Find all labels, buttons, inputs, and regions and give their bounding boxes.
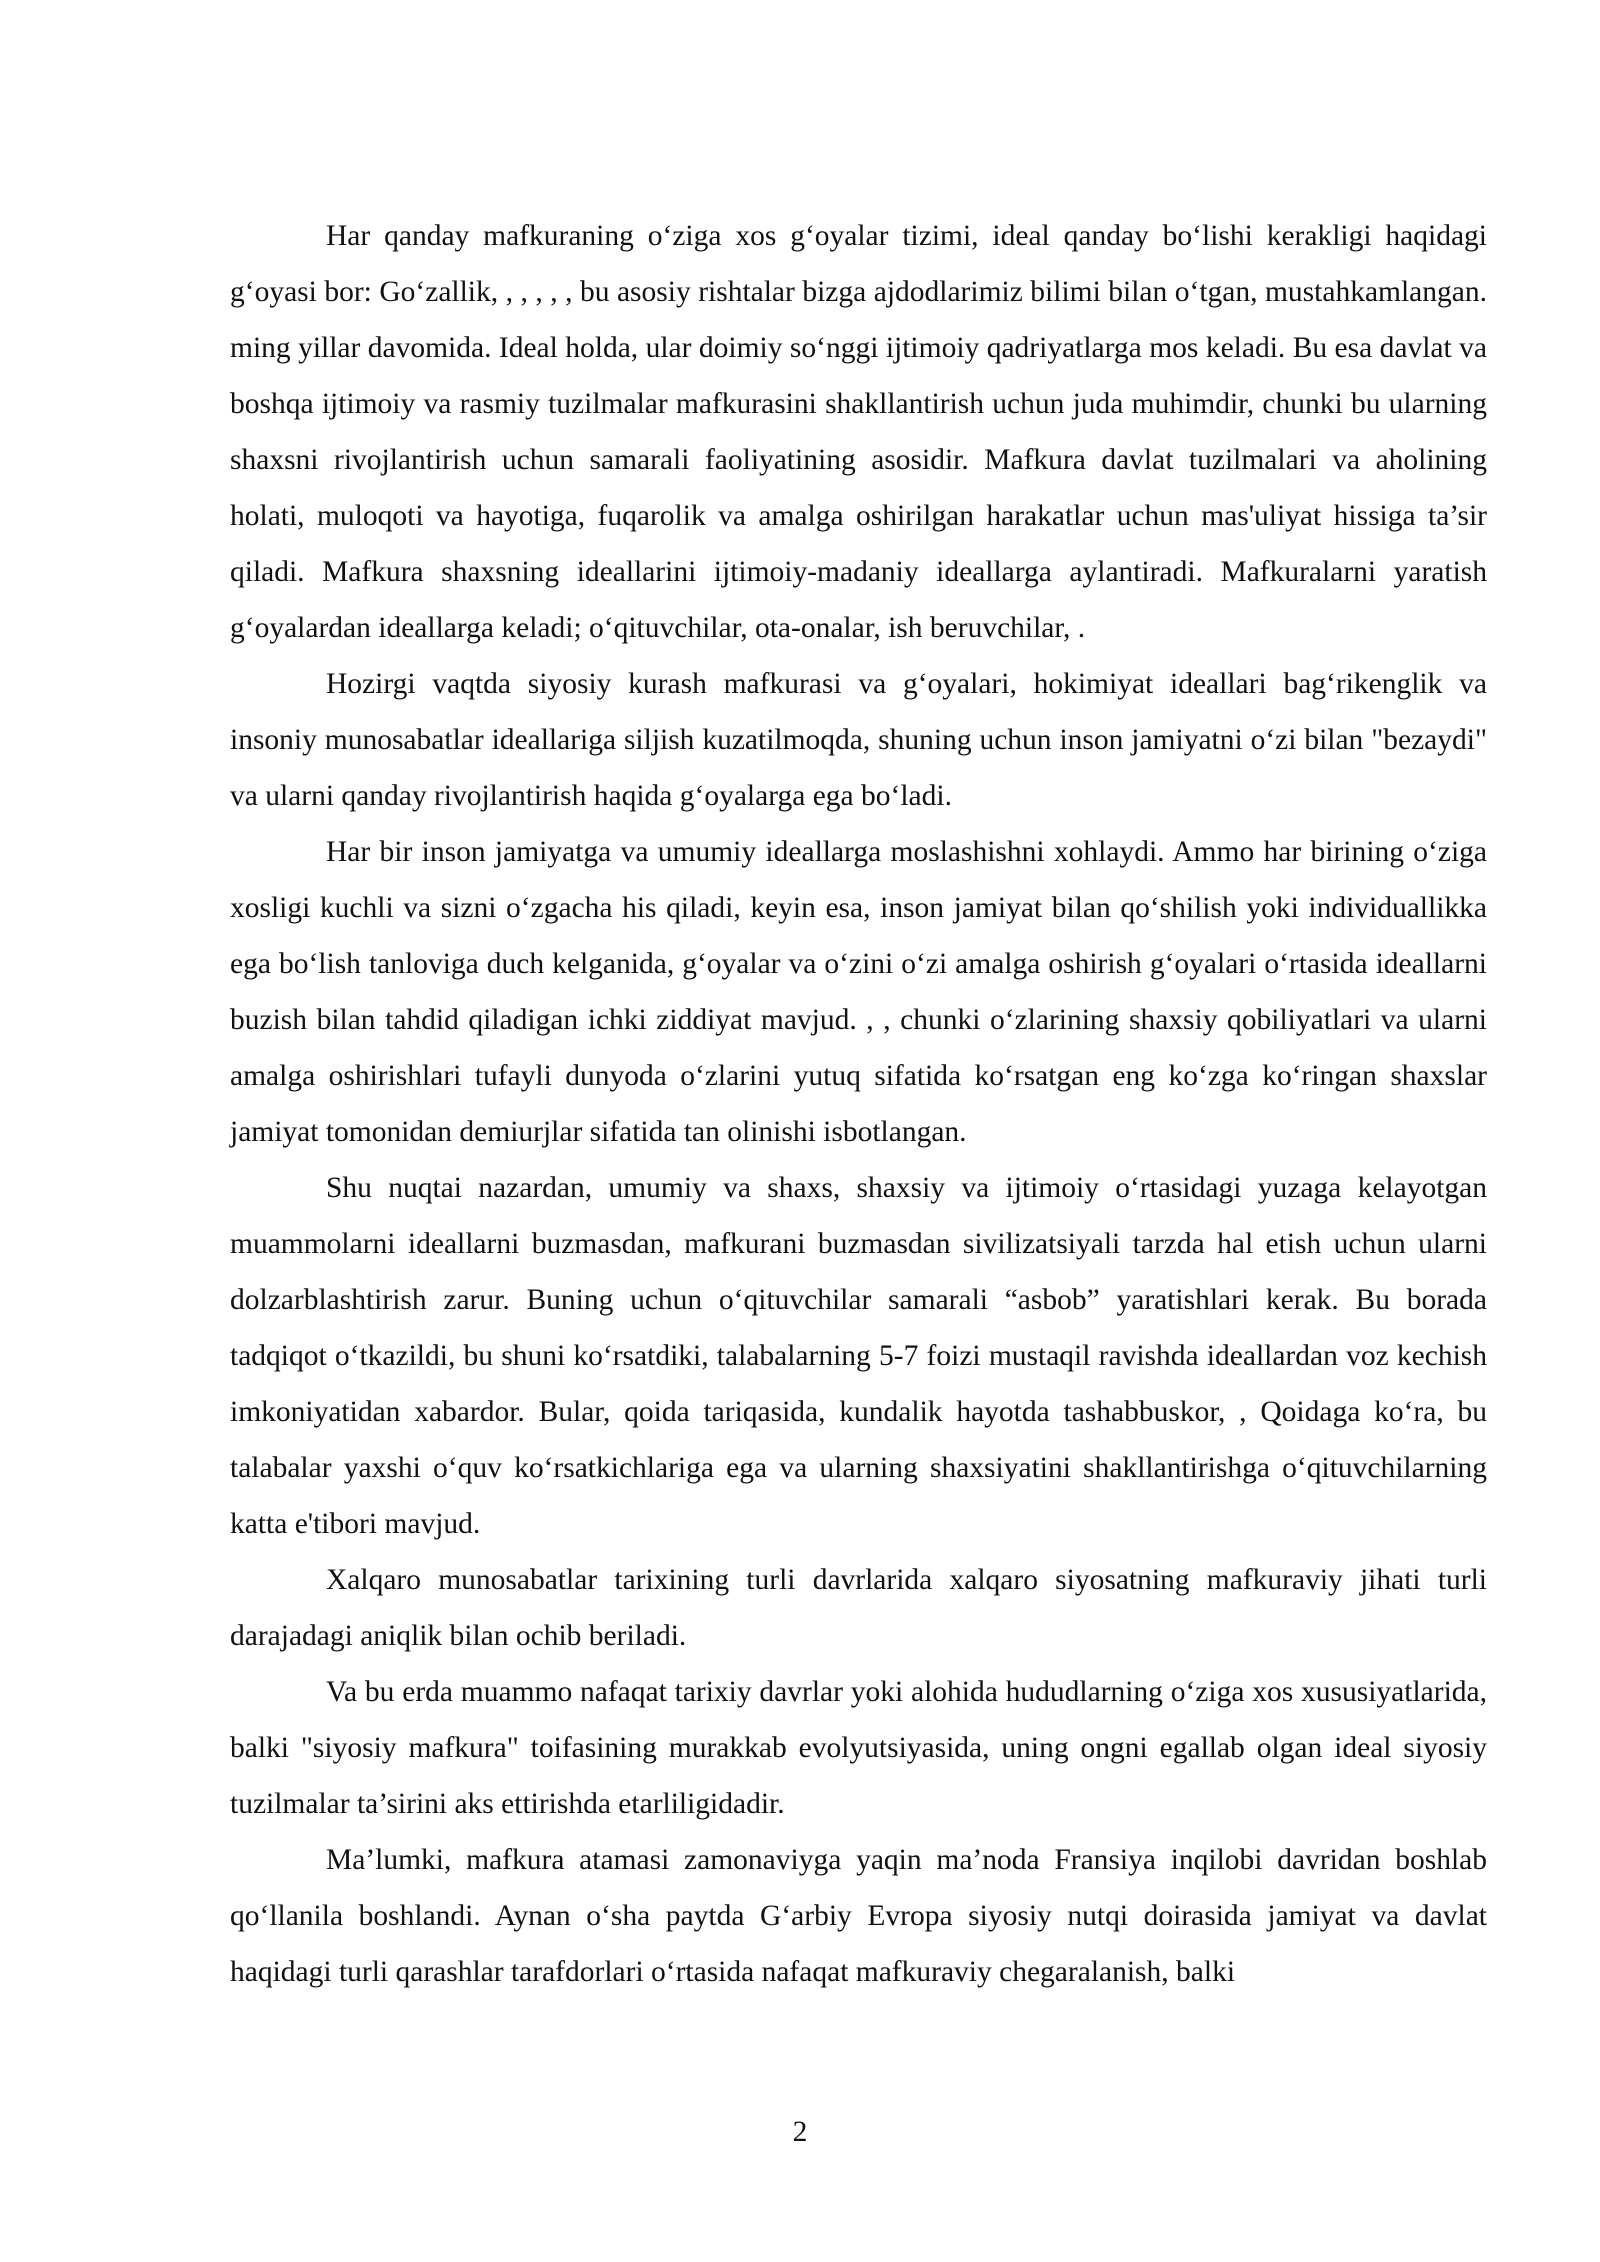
paragraph: Xalqaro munosabatlar tarixining turli davrlarida xalqaro siyosatning mafkuraviy jihati turli darajadagi aniqlik bilan ochib beriladi. (230, 1564, 1487, 1652)
page-number: 2 (792, 2116, 808, 2148)
paragraph: Har qanday mafkuraning o‘ziga xos g‘oyalar tizimi, ideal qanday bo‘lishi kerakligi haqidagi g‘oyasi bor: Go‘zallik, , , , , , bu asosiy rishtalar bizga ajdodlarimiz bilimi bilan o‘tgan, mustahkamlangan. ming yillar davomida. Ideal holda, ular doimiy so‘nggi ijtimoiy qadriyatlarga mos keladi. Bu esa davlat va boshqa ijtimoiy va rasmiy tuzilmalar mafkurasini shakllantirish uchun juda muhimdir, chunki bu ularning shaxsni rivojlantirish uchun samarali faoliyatining asosidir. Mafkura davlat tuzilmalari va aholining holati, muloqoti va hayotiga, fuqarolik va amalga oshirilgan harakatlar uchun mas'uliyat hissiga ta’sir qiladi. Mafkura shaxsning ideallarini ijtimoiy-madaniy ideallarga aylantiradi. Mafkuralarni yaratish g‘oyalardan ideallarga keladi; o‘qituvchilar, ota-onalar, ish beruvchilar, . (230, 220, 1487, 644)
paragraph: Ma’lumki, mafkura atamasi zamonaviyga yaqin ma’noda Fransiya inqilobi davridan boshlab qo‘llanila boshlandi. Aynan o‘sha paytda G‘arbiy Evropa siyosiy nutqi doirasida jamiyat va davlat haqidagi turli qarashlar tarafdorlari o‘rtasida nafaqat mafkuraviy chegaralanish, balki (230, 1844, 1487, 1988)
paragraph: Har bir inson jamiyatga va umumiy ideallarga moslashishni xohlaydi. Ammo har birining o‘ziga xosligi kuchli va sizni o‘zgacha his qiladi, keyin esa, inson jamiyat bilan qo‘shilish yoki individuallikka ega bo‘lish tanloviga duch kelganida, g‘oyalar va o‘zini o‘zi amalga oshirish g‘oyalari o‘rtasida ideallarni buzish bilan tahdid qiladigan ichki ziddiyat mavjud. , , chunki o‘zlarining shaxsiy qobiliyatlari va ularni amalga oshirishlari tufayli dunyoda o‘zlarini yutuq sifatida ko‘rsatgan eng ko‘zga ko‘ringan shaxslar jamiyat tomonidan demiurjlar sifatida tan olinishi isbotlangan. (230, 836, 1487, 1148)
paragraph: Va bu erda muammo nafaqat tarixiy davrlar yoki alohida hududlarning o‘ziga xos xususiyatlarida, balki "siyosiy mafkura" toifasining murakkab evolyutsiyasida, uning ongni egallab olgan ideal siyosiy tuzilmalar ta’sirini aks ettirishda etarliligidadir. (230, 1676, 1487, 1820)
body-text (230, 208, 1487, 2000)
paragraph: Hozirgi vaqtda siyosiy kurash mafkurasi va g‘oyalari, hokimiyat ideallari bag‘rikenglik va insoniy munosabatlar ideallariga siljish kuzatilmoqda, shuning uchun inson jamiyatni o‘zi bilan "bezaydi" va ularni qanday rivojlantirish haqida g‘oyalarga ega bo‘ladi. (230, 668, 1487, 812)
paragraph: Shu nuqtai nazardan, umumiy va shaxs, shaxsiy va ijtimoiy o‘rtasidagi yuzaga kelayotgan muammolarni ideallarni buzmasdan, mafkurani buzmasdan sivilizatsiyali tarzda hal etish uchun ularni dolzarblashtirish zarur. Buning uchun o‘qituvchilar samarali “asbob” yaratishlari kerak. Bu borada tadqiqot o‘tkazildi, bu shuni ko‘rsatdiki, talabalarning 5-7 foizi mustaqil ravishda ideallardan voz kechish imkoniyatidan xabardor. Bular, qoida tariqasida, kundalik hayotda tashabbuskor, , Qoidaga ko‘ra, bu talabalar yaxshi o‘quv ko‘rsatkichlariga ega va ularning shaxsiyatini shakllantirishga o‘qituvchilarning katta e'tibori mavjud. (230, 1172, 1487, 1540)
